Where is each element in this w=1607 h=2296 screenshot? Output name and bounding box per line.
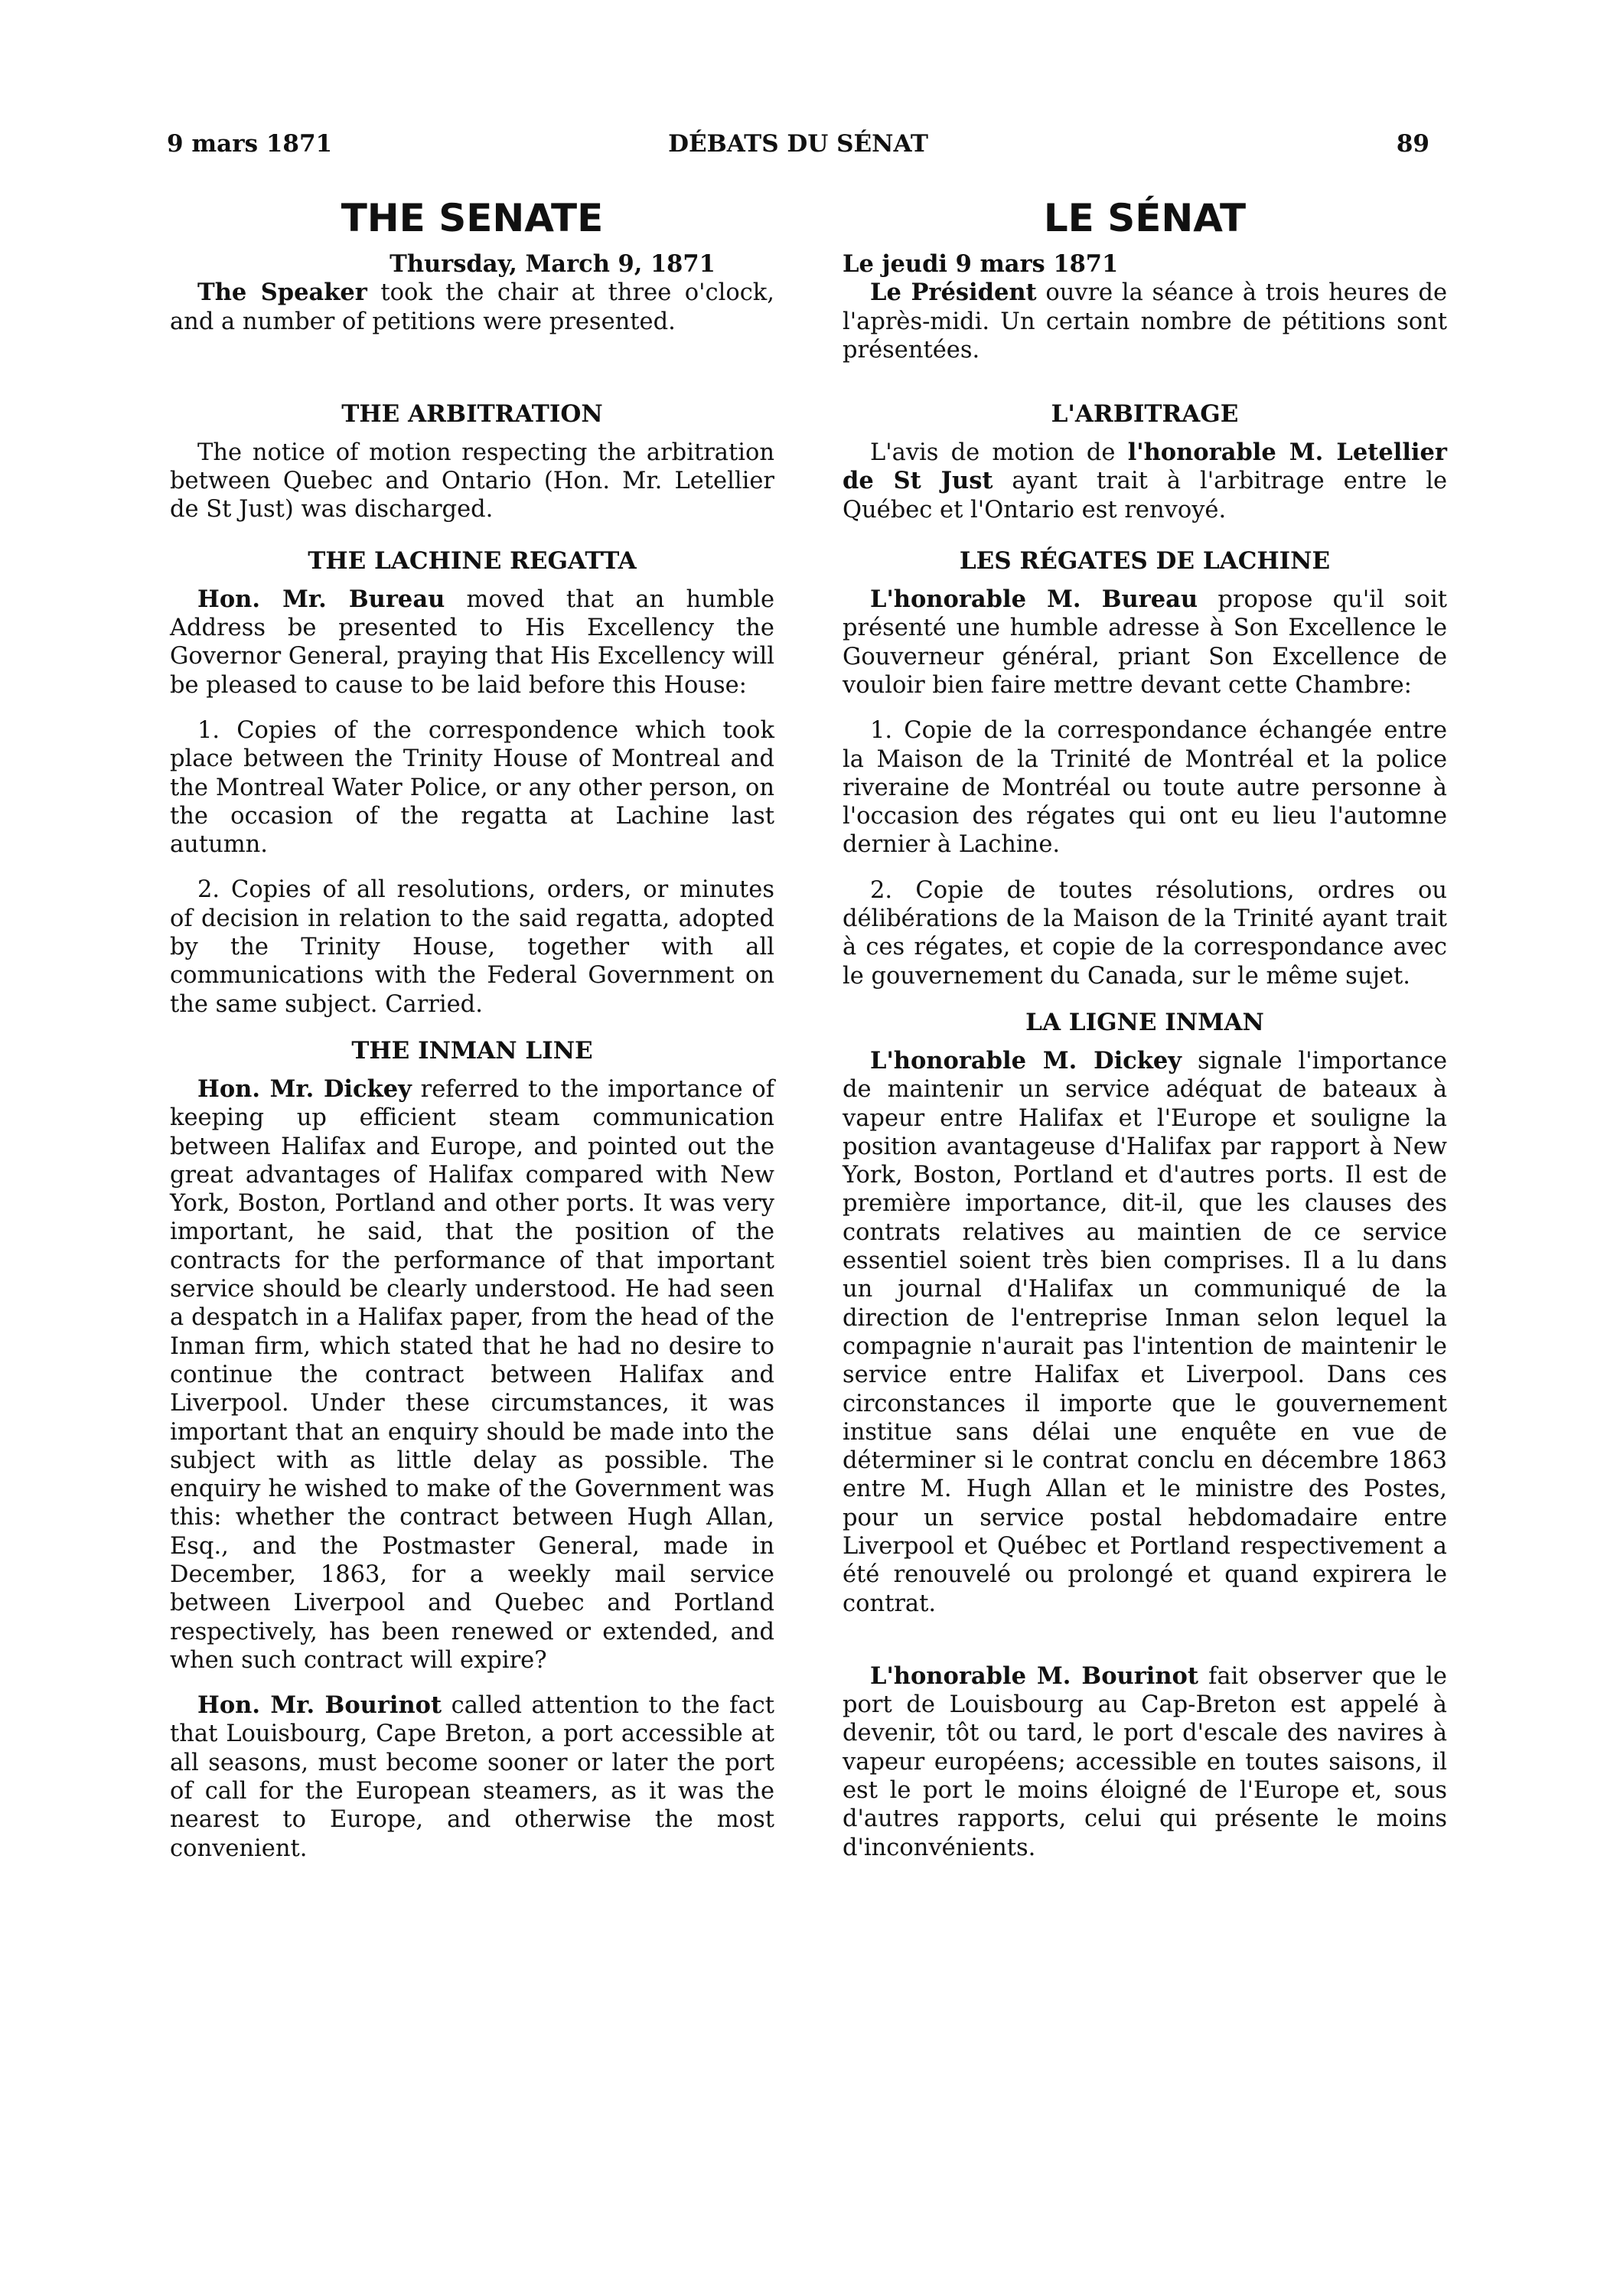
regatta-item-2-en: 2. Copies of all resolutions, orders, or minutes of decision in relation to the said regatta, adopted by the Trinity House, together with all communications with the Federal Government on the same subject. Carried. bbox=[170, 876, 774, 1018]
speaker-name: L'honorable M. Bureau bbox=[870, 585, 1198, 614]
paragraph-text: took the chair at three o'clock, and a number of petitions were presented. bbox=[170, 279, 774, 335]
regatta-item-1-en: 1. Copies of the correspondence which took place between the Trinity House of Montreal and the Montreal Water Police, or any other person, on the occasion of the regatta at Lachine last autumn. bbox=[170, 716, 774, 859]
section-heading-arbitration-en: THE ARBITRATION bbox=[341, 400, 603, 428]
section-heading-inman-en: THE INMAN LINE bbox=[351, 1036, 593, 1065]
sitting-date-fr: Le jeudi 9 mars 1871 bbox=[843, 250, 1119, 278]
section-heading-regatta-fr: LES RÉGATES DE LACHINE bbox=[959, 547, 1331, 576]
speaker-name: l'honorable M. Letellier de St Just bbox=[843, 439, 1447, 495]
page-title-fr: LE SÉNAT bbox=[1043, 196, 1247, 240]
opening-paragraph-fr bbox=[843, 279, 1447, 364]
paragraph-text: referred to the importance of keeping up efficient steam communication between Halifax and Europe, and pointed out the great advantages of Halifax compared with New York, Boston, Portland and other ports. It was very important, he said, that the position of the contracts for the performance of that important service should be clearly understood. He had seen a despatch in a Halifax paper, from the head of the Inman firm, which stated that he had no desire to continue the contract between Halifax and Liverpool. Under these circumstances, it was important that an enquiry should be made into the subject with as little delay as possible. The enquiry he wished to make of the Government was this: whether the contract between Hugh Allan, Esq., and the Postmaster General, made in December, 1863, for a weekly mail service between Liverpool and Quebec and Portland respectively, has been renewed or extended, and when such contract will expire? bbox=[170, 1075, 774, 1674]
french-column bbox=[843, 195, 1447, 1862]
section-heading-arbitration-fr: L'ARBITRAGE bbox=[1051, 400, 1239, 429]
sitting-date-en: Thursday, March 9, 1871 bbox=[390, 250, 715, 278]
speaker-name: Hon. Mr. Dickey bbox=[197, 1075, 412, 1103]
header-date: 9 mars 1871 bbox=[167, 130, 333, 158]
section-heading-regatta-en: THE LACHINE REGATTA bbox=[308, 546, 637, 575]
regatta-item-1-fr: 1. Copie de la correspondance échangée entre la Maison de la Trinité de Montréal et la police riveraine de Montréal ou toute autre personne à l'occasion des régates qui ont eu lieu l'automne dernier à Lachine. bbox=[843, 717, 1447, 859]
inman-paragraph-en bbox=[170, 1075, 774, 1675]
arbitration-paragraph-fr bbox=[843, 439, 1447, 524]
page-number: 89 bbox=[1396, 130, 1429, 158]
running-header bbox=[167, 130, 1429, 161]
opening-paragraph-en bbox=[170, 279, 774, 336]
bourinot-paragraph-en bbox=[170, 1691, 774, 1863]
paragraph-text: signale l'importance de maintenir un service adéquat de bateaux à vapeur entre Halifax et l'Europe et souligne la position avantageuse d'Halifax par rapport à New York, Boston, Portland et d'autres ports. Il est de première importance, dit-il, que les clauses des contrats relatives au maintien de ce service essentiel soient très bien comprises. Il a lu dans un journal d'Halifax un communiqué de la direction de l'entreprise Inman selon lequel la compagnie n'aurait pas l'intention de maintenir le service entre Halifax et Liverpool. Dans ces circonstances il importe que le gouvernement institue sans délai une enquête en vue de déterminer si le contrat conclu en décembre 1863 entre M. Hugh Allan et le ministre des Postes, pour un service postal hebdomadaire entre Liverpool et Québec et Portland respectivement a été renouvelé ou prolongé et quand expirera le contrat. bbox=[843, 1047, 1447, 1617]
speaker-name: Le Président bbox=[870, 279, 1037, 307]
paragraph-text: called attention to the fact that Louisbourg, Cape Breton, a port accessible at all seasons, must become sooner or later the port of call for the European steamers, as it was the nearest to Europe, and otherwise the most convenient. bbox=[170, 1692, 774, 1862]
page-title-en: THE SENATE bbox=[341, 196, 604, 240]
regatta-paragraph-fr bbox=[843, 585, 1447, 700]
english-column bbox=[170, 195, 774, 1863]
regatta-paragraph-en bbox=[170, 585, 774, 700]
speaker-name: Hon. Mr. Bureau bbox=[197, 585, 445, 613]
paragraph-text: L'avis de motion de bbox=[870, 439, 1128, 467]
regatta-item-2-fr: 2. Copie de toutes résolutions, ordres ou délibérations de la Maison de la Trinité ayant trait à ces régates, et copie de la correspondance avec le gouvernement du Canada, sur le même sujet. bbox=[843, 876, 1447, 990]
inman-paragraph-fr bbox=[843, 1047, 1447, 1618]
paragraph-text: propose qu'il soit présenté une humble adresse à Son Excellence le Gouverneur général, priant Son Excellence de vouloir bien faire mettre devant cette Chambre: bbox=[843, 586, 1447, 699]
paragraph-text: ayant trait à l'arbitrage entre le Québec et l'Ontario est renvoyé. bbox=[843, 468, 1447, 523]
arbitration-paragraph-en: The notice of motion respecting the arbitration between Quebec and Ontario (Hon. Mr. Letellier de St Just) was discharged. bbox=[170, 439, 774, 523]
speaker-name: The Speaker bbox=[197, 279, 367, 307]
speaker-name: Hon. Mr. Bourinot bbox=[197, 1691, 442, 1720]
section-heading-inman-fr: LA LIGNE INMAN bbox=[1025, 1008, 1264, 1036]
header-title: DÉBATS DU SÉNAT bbox=[668, 130, 928, 158]
speaker-name: L'honorable M. Dickey bbox=[870, 1046, 1182, 1075]
paragraph-text: fait observer que le port de Louisbourg au Cap-Breton est appelé à devenir, tôt ou tard, le port d'escale des navires à vapeur européens; accessible en toutes saisons, il est le port le moins éloigné de l'Europe et, sous d'autres rapports, celui qui présente le moins d'inconvénients. bbox=[843, 1662, 1447, 1861]
speaker-name: L'honorable M. Bourinot bbox=[870, 1662, 1198, 1690]
paragraph-text: moved that an humble Address be presented to His Excellency the Governor General, praying that His Excellency will be pleased to cause to be laid before this House: bbox=[170, 585, 774, 699]
paragraph-text: ouvre la séance à trois heures de l'après-midi. Un certain nombre de pétitions sont présentées. bbox=[843, 279, 1447, 364]
bourinot-paragraph-fr bbox=[843, 1662, 1447, 1862]
